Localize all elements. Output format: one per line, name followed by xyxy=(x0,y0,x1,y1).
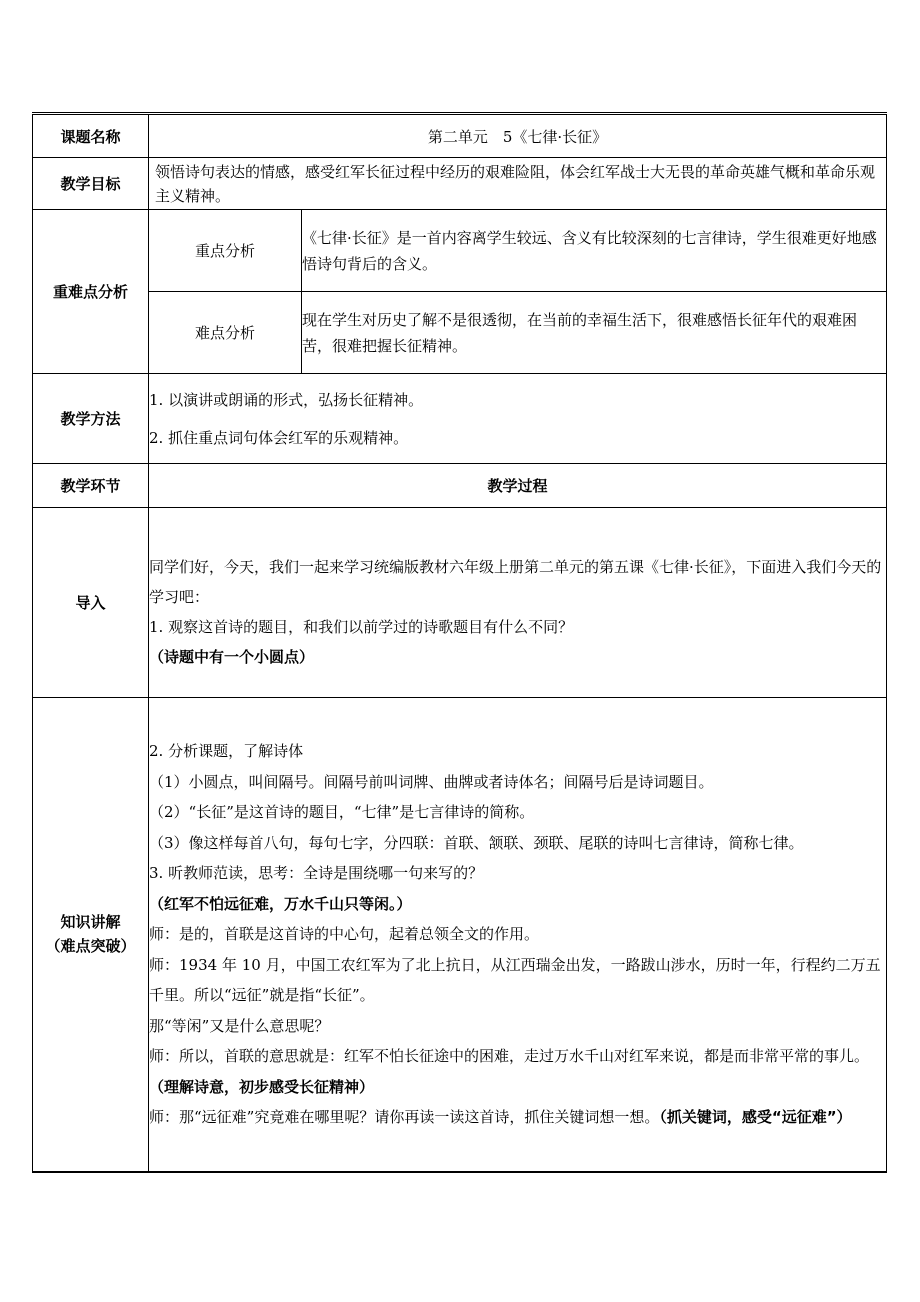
key-analysis-row xyxy=(33,210,887,292)
title-row xyxy=(33,114,887,158)
knowledge-line: （1）小圆点，叫间隔号。间隔号前叫词牌、曲牌或者诗体名；间隔号后是诗词题目。 xyxy=(149,772,714,791)
intro-question: 1. 观察这首诗的题目，和我们以前学过的诗歌题目有什么不同？ xyxy=(149,617,574,636)
method-item: 2. 抓住重点词句体会红军的乐观精神。 xyxy=(149,428,409,447)
difficulty-analysis-text: 现在学生对历史了解不是很透彻，在当前的幸福生活下，很难感悟长征年代的艰难困苦，很难把握长征精神。 xyxy=(302,292,887,374)
knowledge-note: （抓关键词，感受“远征难”） xyxy=(659,1108,852,1126)
phase-header-row xyxy=(33,464,887,508)
title-label: 课题名称 xyxy=(33,114,149,158)
lesson-plan-table xyxy=(32,112,887,1173)
key-analysis-text: 《七律·长征》是一首内容离学生较远、含义有比较深刻的七言律诗，学生很难更好地感悟诗句背后的含义。 xyxy=(302,210,887,292)
knowledge-line xyxy=(149,1041,886,1102)
knowledge-line: 师：1934 年 10 月，中国工农红军为了北上抗日，从江西瑞金出发，一路跋山涉水，历时一年，行程约二万五千里。所以“远征”就是指“长征”。 xyxy=(149,955,881,1004)
intro-answer: （诗题中有一个小圆点） xyxy=(149,647,315,666)
goal-row xyxy=(33,158,887,210)
lesson-title: 第二单元 5《七律·长征》 xyxy=(149,114,887,158)
method-row xyxy=(33,374,887,464)
knowledge-label xyxy=(33,698,149,1172)
goal-label: 教学目标 xyxy=(33,158,149,210)
knowledge-line: 师：是的，首联是这首诗的中心句，起着总领全文的作用。 xyxy=(149,925,540,943)
analysis-label: 重难点分析 xyxy=(33,210,149,374)
knowledge-answer: （红军不怕远征难，万水千山只等闲。） xyxy=(149,894,412,913)
knowledge-row xyxy=(33,698,887,1172)
knowledge-line: （3）像这样每首八句，每句七字，分四联：首联、颔联、颈联、尾联的诗叫七言律诗，简称七律。 xyxy=(149,833,804,852)
knowledge-line: 2. 分析课题，了解诗体 xyxy=(149,742,304,760)
process-label: 教学过程 xyxy=(149,464,887,508)
knowledge-label-line2: （难点突破） xyxy=(45,937,136,956)
method-label: 教学方法 xyxy=(33,374,149,464)
phase-label: 教学环节 xyxy=(33,464,149,508)
knowledge-note: （理解诗意，初步感受长征精神） xyxy=(149,1077,375,1096)
difficulty-analysis-label: 难点分析 xyxy=(149,292,302,374)
knowledge-line: 那“等闲”又是什么意思呢？ xyxy=(149,1016,330,1035)
difficulty-analysis-row xyxy=(33,292,887,374)
intro-paragraph: 同学们好，今天，我们一起来学习统编版教材六年级上册第二单元的第五课《七律·长征》，下面进入我们今天的学习吧： xyxy=(149,557,882,606)
knowledge-line: （2）“长征”是这首诗的题目，“七律”是七言律诗的简称。 xyxy=(149,803,535,821)
method-item: 1. 以演讲或朗诵的形式，弘扬长征精神。 xyxy=(149,390,424,409)
knowledge-line xyxy=(149,1102,886,1133)
knowledge-text: 师：所以，首联的意思就是：红军不怕长征途中的困难，走过万水千山对红军来说，都是而非常平常的事儿。 xyxy=(149,1047,870,1065)
goal-text: 领悟诗句表达的情感，感受红军长征过程中经历的艰难险阻，体会红军战士大无畏的革命英雄气概和革命乐观主义精神。 xyxy=(149,158,887,210)
knowledge-label-line1: 知识讲解 xyxy=(60,913,121,932)
knowledge-line: 3. 听教师范读，思考：全诗是围绕哪一句来写的？ xyxy=(149,864,484,882)
intro-row xyxy=(33,508,887,698)
knowledge-text: 师：那“远征难”究竟难在哪里呢？请你再读一读这首诗，抓住关键词想一想。 xyxy=(149,1108,660,1126)
key-analysis-label: 重点分析 xyxy=(149,210,302,292)
intro-label: 导入 xyxy=(33,508,149,698)
